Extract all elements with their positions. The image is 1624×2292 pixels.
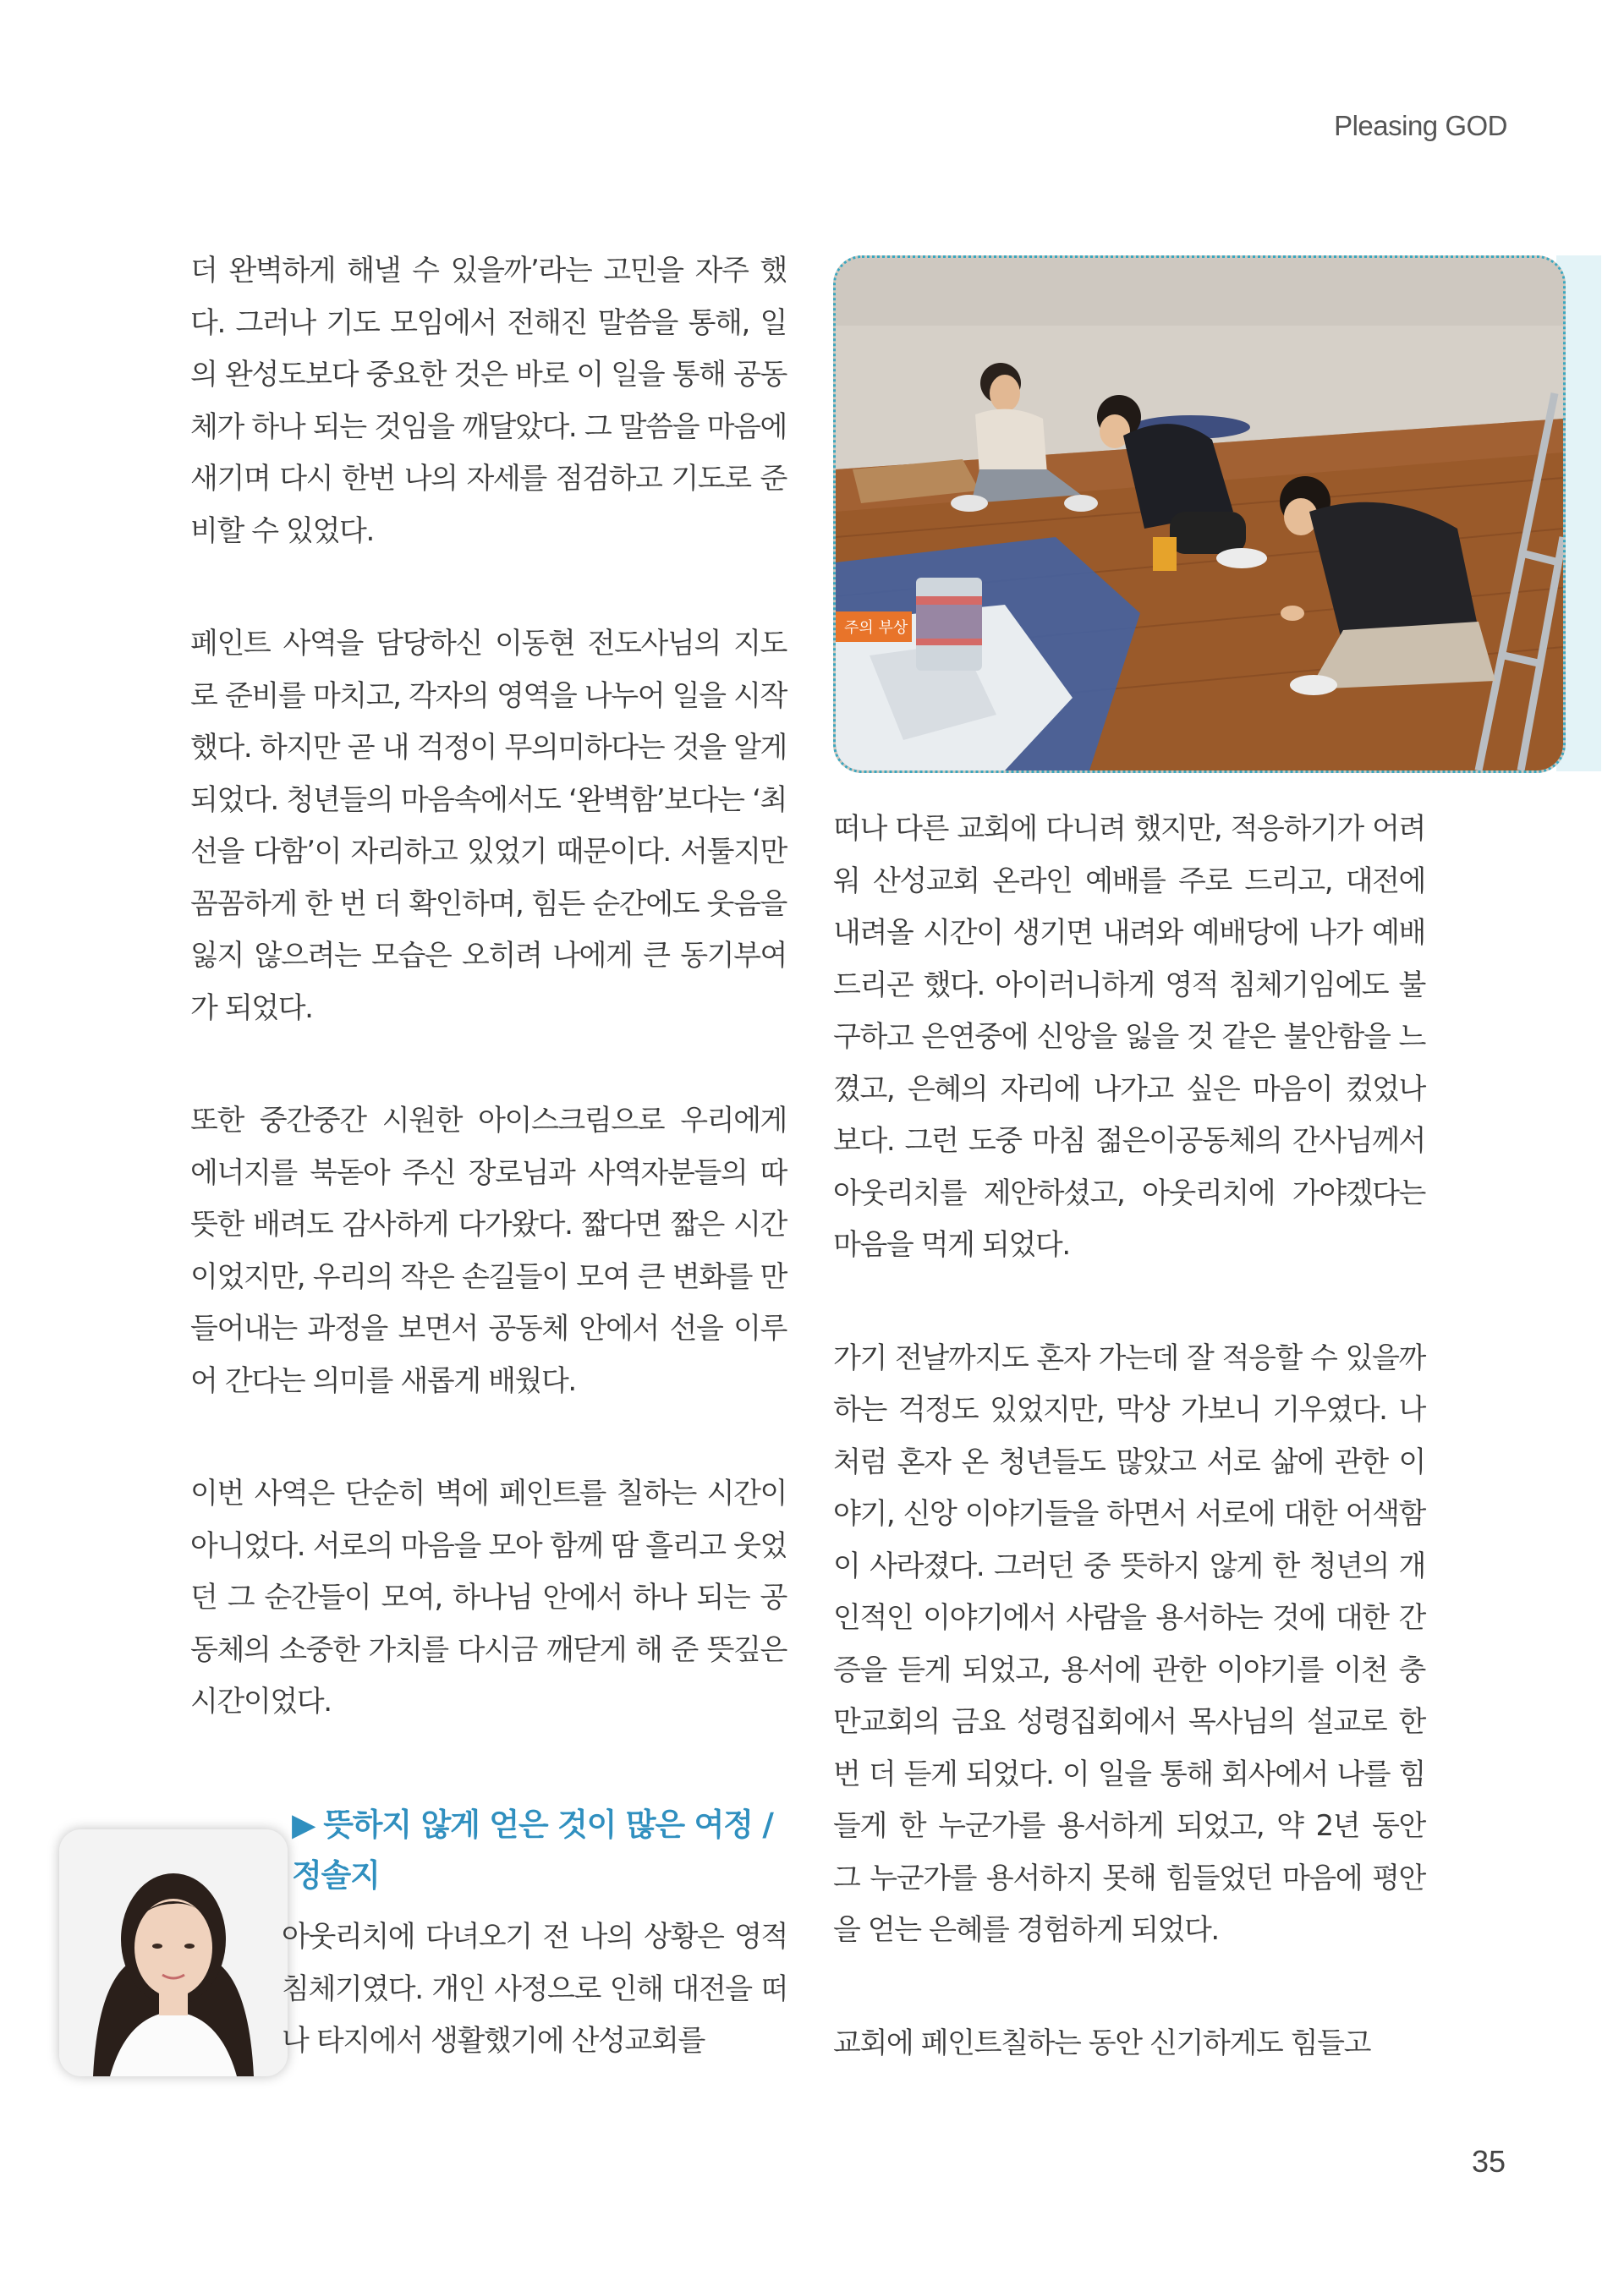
author-portrait-illustration <box>59 1829 288 2076</box>
photo-sign-text: 주의 부상 <box>844 619 908 637</box>
body-paragraph: 페인트 사역을 담당하신 이동현 전도사님의 지도로 준비를 마치고, 각자의 영역을 나누어 일을 시작했다. 하지만 곧 내 걱정이 무의미하다는 것을 알게 되었다. 청년들의 마음속에서도 ‘완벽함’보다는 ‘최선을 다함’이 자리하고 있었기 때문이다. 서툴지만 꼼꼼하게 한 번 더 확인하며, 힘든 순간에도 웃음을 잃지 않으려는 모습은 오히려 나에게 큰 동기부여가 되었다. <box>190 627 787 1025</box>
body-paragraph: 교회에 페인트칠하는 동안 신기하게도 힘들고 <box>833 2026 1371 2060</box>
section-heading <box>292 1800 791 1901</box>
page-number: 35 <box>1471 2144 1506 2179</box>
painting-photo-illustration <box>836 258 1563 770</box>
section-author: 정솔지 <box>292 1857 380 1894</box>
play-triangle-icon: ▶ <box>292 1807 315 1843</box>
author-portrait <box>59 1829 288 2076</box>
section-title: 뜻하지 않게 얻은 것이 많은 여정 / <box>323 1807 773 1843</box>
body-paragraph: 가기 전날까지도 혼자 가는데 잘 적응할 수 있을까 하는 걱정도 있었지만, 막상 가보니 기우였다. 나처럼 혼자 온 청년들도 많았고 서로 삶에 관한 이야기, 신앙 이야기들을 하면서 서로에 대한 어색함이 사라졌다. 그러던 중 뜻하지 않게 한 청년의 개인적인 이야기에서 사람을 용서하는 것에 대한 간증을 듣게 되었고, 용서에 관한 이야기를 이천 충만교회의 금요 성령집회에서 목사님의 설교로 한 번 더 듣게 되었다. 이 일을 통해 회사에서 나를 힘들게 한 누군가를 용서하게 되었고, 약 2년 동안 그 누군가를 용서하지 못해 힘들었던 마음에 평안을 얻는 은혜를 경험하게 되었다. <box>833 1341 1425 1947</box>
body-paragraph: 더 완벽하게 해낼 수 있을까’라는 고민을 자주 했다. 그러나 기도 모임에서 전해진 말씀을 통해, 일의 완성도보다 중요한 것은 바로 이 일을 통해 공동체가 하나 되는 것임을 깨달았다. 그 말씀을 마음에 새기며 다시 한번 나의 자세를 점검하고 기도로 준비할 수 있었다. <box>190 254 787 548</box>
painting-photo <box>833 255 1566 773</box>
left-column <box>190 245 787 1790</box>
section-intro: 아웃리치에 다녀오기 전 나의 상황은 영적 침체기였다. 개인 사정으로 인해 대전을 떠나 타지에서 생활했기에 산성교회를 <box>282 1920 787 2058</box>
body-paragraph: 이번 사역은 단순히 벽에 페인트를 칠하는 시간이 아니었다. 서로의 마음을 모아 함께 땀 흘리고 웃었던 그 순간들이 모여, 하나님 안에서 하나 되는 공동체의 소중한 가치를 다시금 깨닫게 해 준 뜻깊은 시간이었다. <box>190 1477 787 1719</box>
running-header: Pleasing GOD <box>1334 110 1507 141</box>
painting-photo-frame <box>833 255 1562 771</box>
right-column <box>833 803 1425 2130</box>
body-paragraph: 떠나 다른 교회에 다니려 했지만, 적응하기가 어려워 산성교회 온라인 예배를 주로 드리고, 대전에 내려올 시간이 생기면 내려와 예배당에 나가 예배드리곤 했다. 아이러니하게 영적 침체기임에도 불구하고 은연중에 신앙을 잃을 것 같은 불안함을 느꼈고, 은혜의 자리에 나가고 싶은 마음이 컸었나 보다. 그런 도중 마침 젊은이공동체의 간사님께서 아웃리치를 제안하셨고, 아웃리치에 가야겠다는 마음을 먹게 되었다. <box>833 812 1425 1262</box>
body-paragraph: 또한 중간중간 시원한 아이스크림으로 우리에게 에너지를 북돋아 주신 장로님과 사역자분들의 따뜻한 배려도 감사하게 다가왔다. 짧다면 짧은 시간이었지만, 우리의 작은 손길들이 모여 큰 변화를 만들어내는 과정을 보면서 공동체 안에서 선을 이루어 간다는 의미를 새롭게 배웠다. <box>190 1104 787 1398</box>
